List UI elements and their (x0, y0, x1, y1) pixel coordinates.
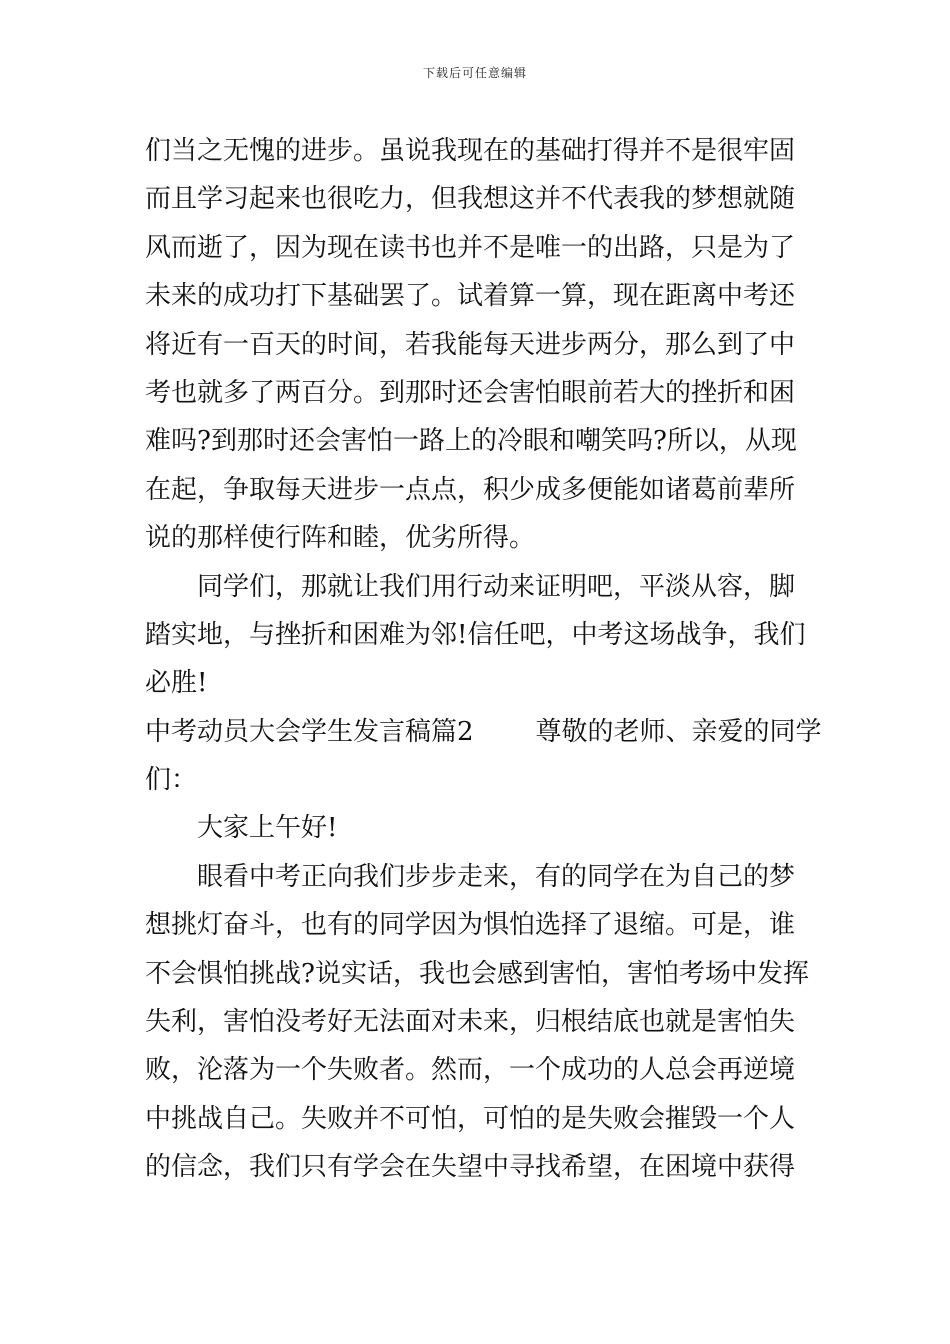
text-line: 败，沦落为一个失败者。然而，一个成功的人总会再逆境 (145, 1055, 796, 1086)
text-line: 同学们，那就让我们用行动来证明吧，平淡从容，脚 (197, 571, 796, 602)
text-line: 未来的成功打下基础罢了。试着算一算，现在距离中考还 (145, 281, 796, 312)
section-title: 中考动员大会学生发言稿篇2 (145, 716, 474, 747)
salutation-continued: 们： (145, 765, 198, 796)
page-header: 下载后可任意编辑 (422, 66, 527, 80)
text-line: 难吗?到那时还会害怕一路上的冷眼和嘲笑吗?所以，从现 (145, 426, 797, 457)
text-line: 将近有一百天的时间，若我能每天进步两分，那么到了中 (145, 329, 796, 360)
text-line: 风而逝了，因为现在读书也并不是唯一的出路，只是为了 (145, 232, 796, 263)
document-body (145, 127, 822, 1192)
salutation: 尊敬的老师、亲爱的同学 (535, 716, 822, 747)
text-line: 而且学习起来也很吃力，但我想这并不代表我的梦想就随 (145, 184, 796, 215)
text-line: 中挑战自己。失败并不可怕，可怕的是失败会摧毁一个人 (145, 1103, 796, 1134)
text-line: 眼看中考正向我们步步走来，有的同学在为自己的梦 (197, 861, 796, 892)
text-line: 说的那样使行阵和睦，优劣所得。 (145, 523, 536, 554)
text-line: 的信念，我们只有学会在失望中寻找希望，在困境中获得 (145, 1152, 796, 1183)
greeting: 大家上午好! (197, 813, 338, 844)
section-title-line (145, 708, 822, 756)
text-line: 们当之无愧的进步。虽说我现在的基础打得并不是很牢固 (145, 136, 796, 166)
text-line: 失利，害怕没考好无法面对未来，归根结底也就是害怕失 (145, 1007, 796, 1038)
text-line: 踏实地，与挫折和困难为邻!信任吧，中考这场战争，我们 (145, 619, 806, 650)
text-line: 想挑灯奋斗，也有的同学因为惧怕选择了退缩。可是，谁 (145, 910, 796, 941)
text-line: 不会惧怕挑战?说实话，我也会感到害怕，害怕考场中发挥 (145, 958, 809, 989)
text-line: 考也就多了两百分。到那时还会害怕眼前若大的挫折和困 (145, 377, 796, 408)
text-line: 在起，争取每天进步一点点，积少成多便能如诸葛前辈所 (145, 474, 796, 505)
text-line: 必胜! (145, 668, 208, 699)
